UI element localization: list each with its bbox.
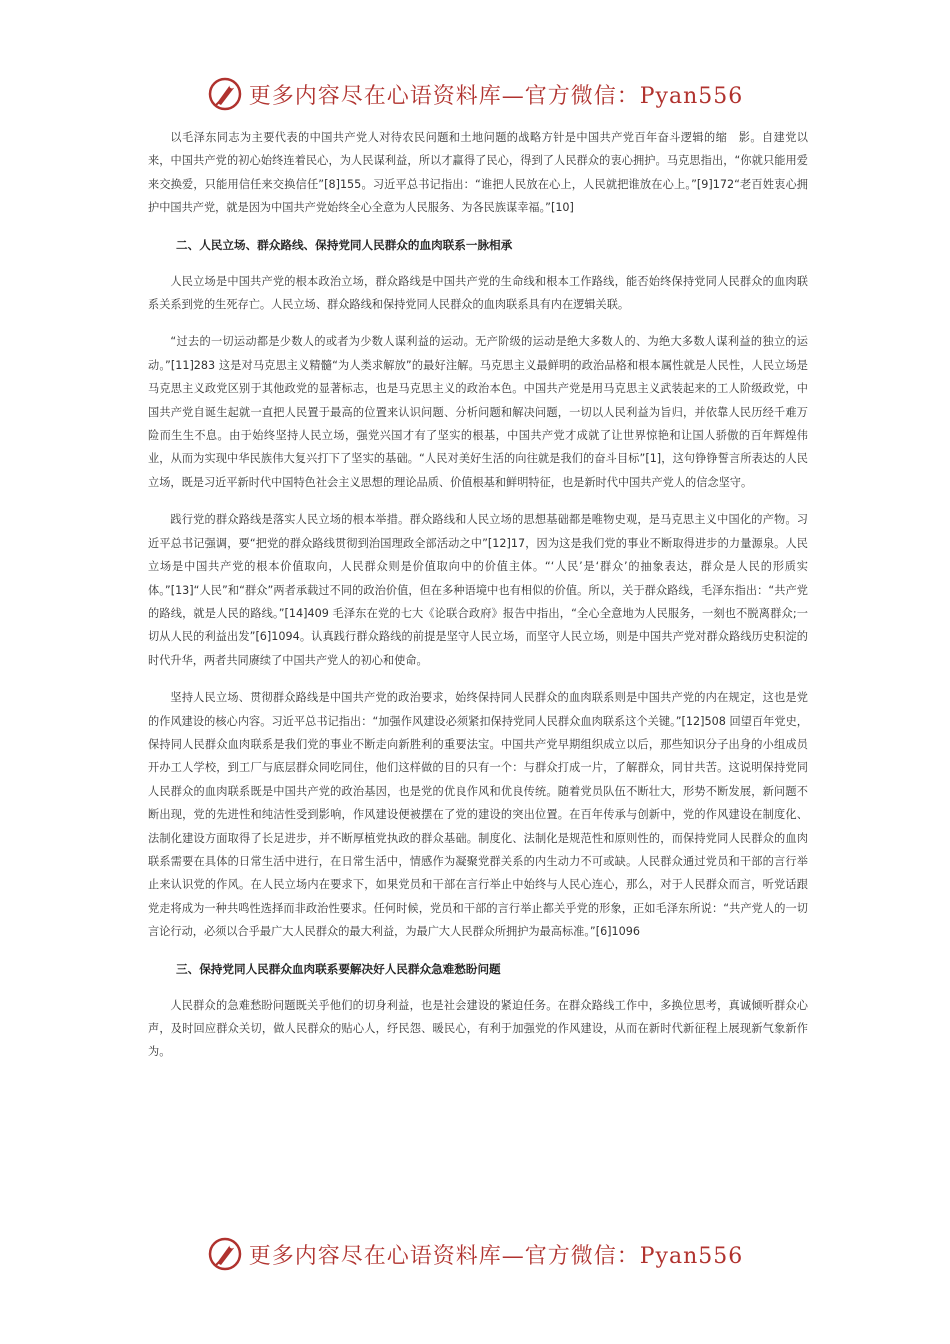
footer-banner [0, 1230, 950, 1278]
paragraph: 人民立场是中国共产党的根本政治立场，群众路线是中国共产党的生命线和根本工作路线，能否始终保持党同人民群众的血肉联系关系到党的生死存亡。人民立场、群众路线和保持党同人民群众的血肉联系具有内在逻辑关联。 [148, 274, 808, 312]
paragraph: 坚持人民立场、贯彻群众路线是中国共产党的政治要求，始终保持同人民群众的血肉联系则是中国共产党的内在规定，这也是党的作风建设的核心内容。习近平总书记指出：“加强作风建设必须紧扣保持党同人民群众血肉联系这个关键。”[12]508 回望百年党史，保持同人民群众血肉联系是我们党的事业不断走向新胜利的重要法宝。中国共产党早期组织成立以后，那些知识分子出身的小组成员开办工人学校，到工厂与底层群众同吃同住，他们这样做的目的只有一个：与群众打成一片，了解群众，同甘共苦。这说明保持党同人民群众的血肉联系既是中国共产党的政治基因，也是党的优良作风和优良传统。随着党员队伍不断壮大，形势不断发展，新问题不断出现，党的先进性和纯洁性受到影响，作风建设便被摆在了党的建设的突出位置。在百年传承与创新中，党的作风建设在制度化、法制化建设方面取得了长足进步，并不断厚植党执政的群众基础。制度化、法制化是规范性和原则性的，而保持党同人民群众的血肉联系需要在具体的日常生活中进行，在日常生活中，情感作为凝聚党群关系的内生动力不可或缺。人民群众通过党员和干部的言行举止来认识党的作风。在人民立场内在要求下，如果党员和干部在言行举止中始终与人民心连心，那么，对于人民群众而言，听党话跟党走将成为一种共鸣性选择而非政治性要求。任何时候，党员和干部的言行举止都关乎党的形象，正如毛泽东所说：“共产党人的一切言论行动，必须以合乎最广大人民群众的最大利益，为最广大人民群众所拥护为最高标准。”[6]1096 [148, 691, 808, 939]
document-body [148, 126, 808, 1078]
paragraph: 践行党的群众路线是落实人民立场的根本举措。群众路线和人民立场的思想基础都是唯物史观，是马克思主义中国化的产物。习近平总书记强调，要“把党的群众路线贯彻到治国理政全部活动之中”[12]17，因为这是我们党的事业不断取得进步的力量源泉。人民立场是中国共产党的根本价值取向，人民群众则是价值取向中的价值主体。“‘人民’是‘群众’的抽象表达，群众是人民的形质实体。”[13]“人民”和“群众”两者承载过不同的政治价值，但在多种语境中也有相似的价值。所以，关于群众路线，毛泽东指出：“共产党的路线，就是人民的路线。”[14]409 毛泽东在党的七大《论联合政府》报告中指出，“全心全意地为人民服务，一刻也不脱离群众;一切从人民的利益出发”[6]1094。认真践行群众路线的前提是坚守人民立场，而坚守人民立场，则是中国共产党对群众路线历史积淀的时代升华，两者共同赓续了中国共产党人的初心和使命。 [148, 513, 808, 667]
banner-text: 更多内容尽在心语资料库—官方微信：Pyan556 [248, 83, 744, 109]
section-heading: 三、保持党同人民群众血肉联系要解决好人民群众急难愁盼问题 [176, 961, 501, 976]
header-banner [0, 70, 950, 118]
banner-text: 更多内容尽在心语资料库—官方微信：Pyan556 [248, 1243, 744, 1269]
paragraph: “过去的一切运动都是少数人的或者为少数人谋利益的运动。无产阶级的运动是绝大多数人的、为绝大多数人谋利益的独立的运动。”[11]283 这是对马克思主义精髓“为人类求解放”的最好注解。马克思主义最鲜明的政治品格和根本属性就是人民性，人民立场是马克思主义政党区别于其他政党的显著标志，也是马克思主义的政治本色。中国共产党是用马克思主义武装起来的工人阶级政党，中国共产党自诞生起就一直把人民置于最高的位置来认识问题、分析问题和解决问题，一切以人民利益为旨归，并依靠人民历经千难万险而生生不息。由于始终坚持人民立场，强党兴国才有了坚实的根基，中国共产党才成就了让世界惊艳和让国人骄傲的百年辉煌伟业，从而为实现中华民族伟大复兴打下了坚实的基础。“人民对美好生活的向往就是我们的奋斗目标”[1]，这句铮铮誓言所表达的人民立场，既是习近平新时代中国特色社会主义思想的理论品质、价值根基和鲜明特征，也是新时代中国共产党人的信念坚守。 [148, 335, 808, 489]
paragraph: 人民群众的急难愁盼问题既关乎他们的切身利益，也是社会建设的紧迫任务。在群众路线工作中，多换位思考，真诚倾听群众心声，及时回应群众关切，做人民群众的贴心人，纾民怨、暖民心，有利于加强党的作风建设，从而在新时代新征程上展现新气象新作为。 [148, 998, 808, 1059]
paragraph: 以毛泽东同志为主要代表的中国共产党人对待农民问题和土地问题的战略方针是中国共产党百年奋斗逻辑的缩 影。自建党以来，中国共产党的初心始终连着民心，为人民谋利益，所以才赢得了民心，得到了人民群众的衷心拥护。马克思指出，“你就只能用爱来交换爱，只能用信任来交换信任”[8]155。习近平总书记指出：“谁把人民放在心上，人民就把谁放在心上。”[9]172“老百姓衷心拥护中国共产党，就是因为中国共产党始终全心全意为人民服务、为各民族谋幸福。”[10] [148, 131, 808, 215]
pen-logo-icon [207, 76, 243, 112]
section-heading: 二、人民立场、群众路线、保持党同人民群众的血肉联系一脉相承 [176, 237, 513, 252]
pen-logo-icon [207, 1236, 243, 1272]
